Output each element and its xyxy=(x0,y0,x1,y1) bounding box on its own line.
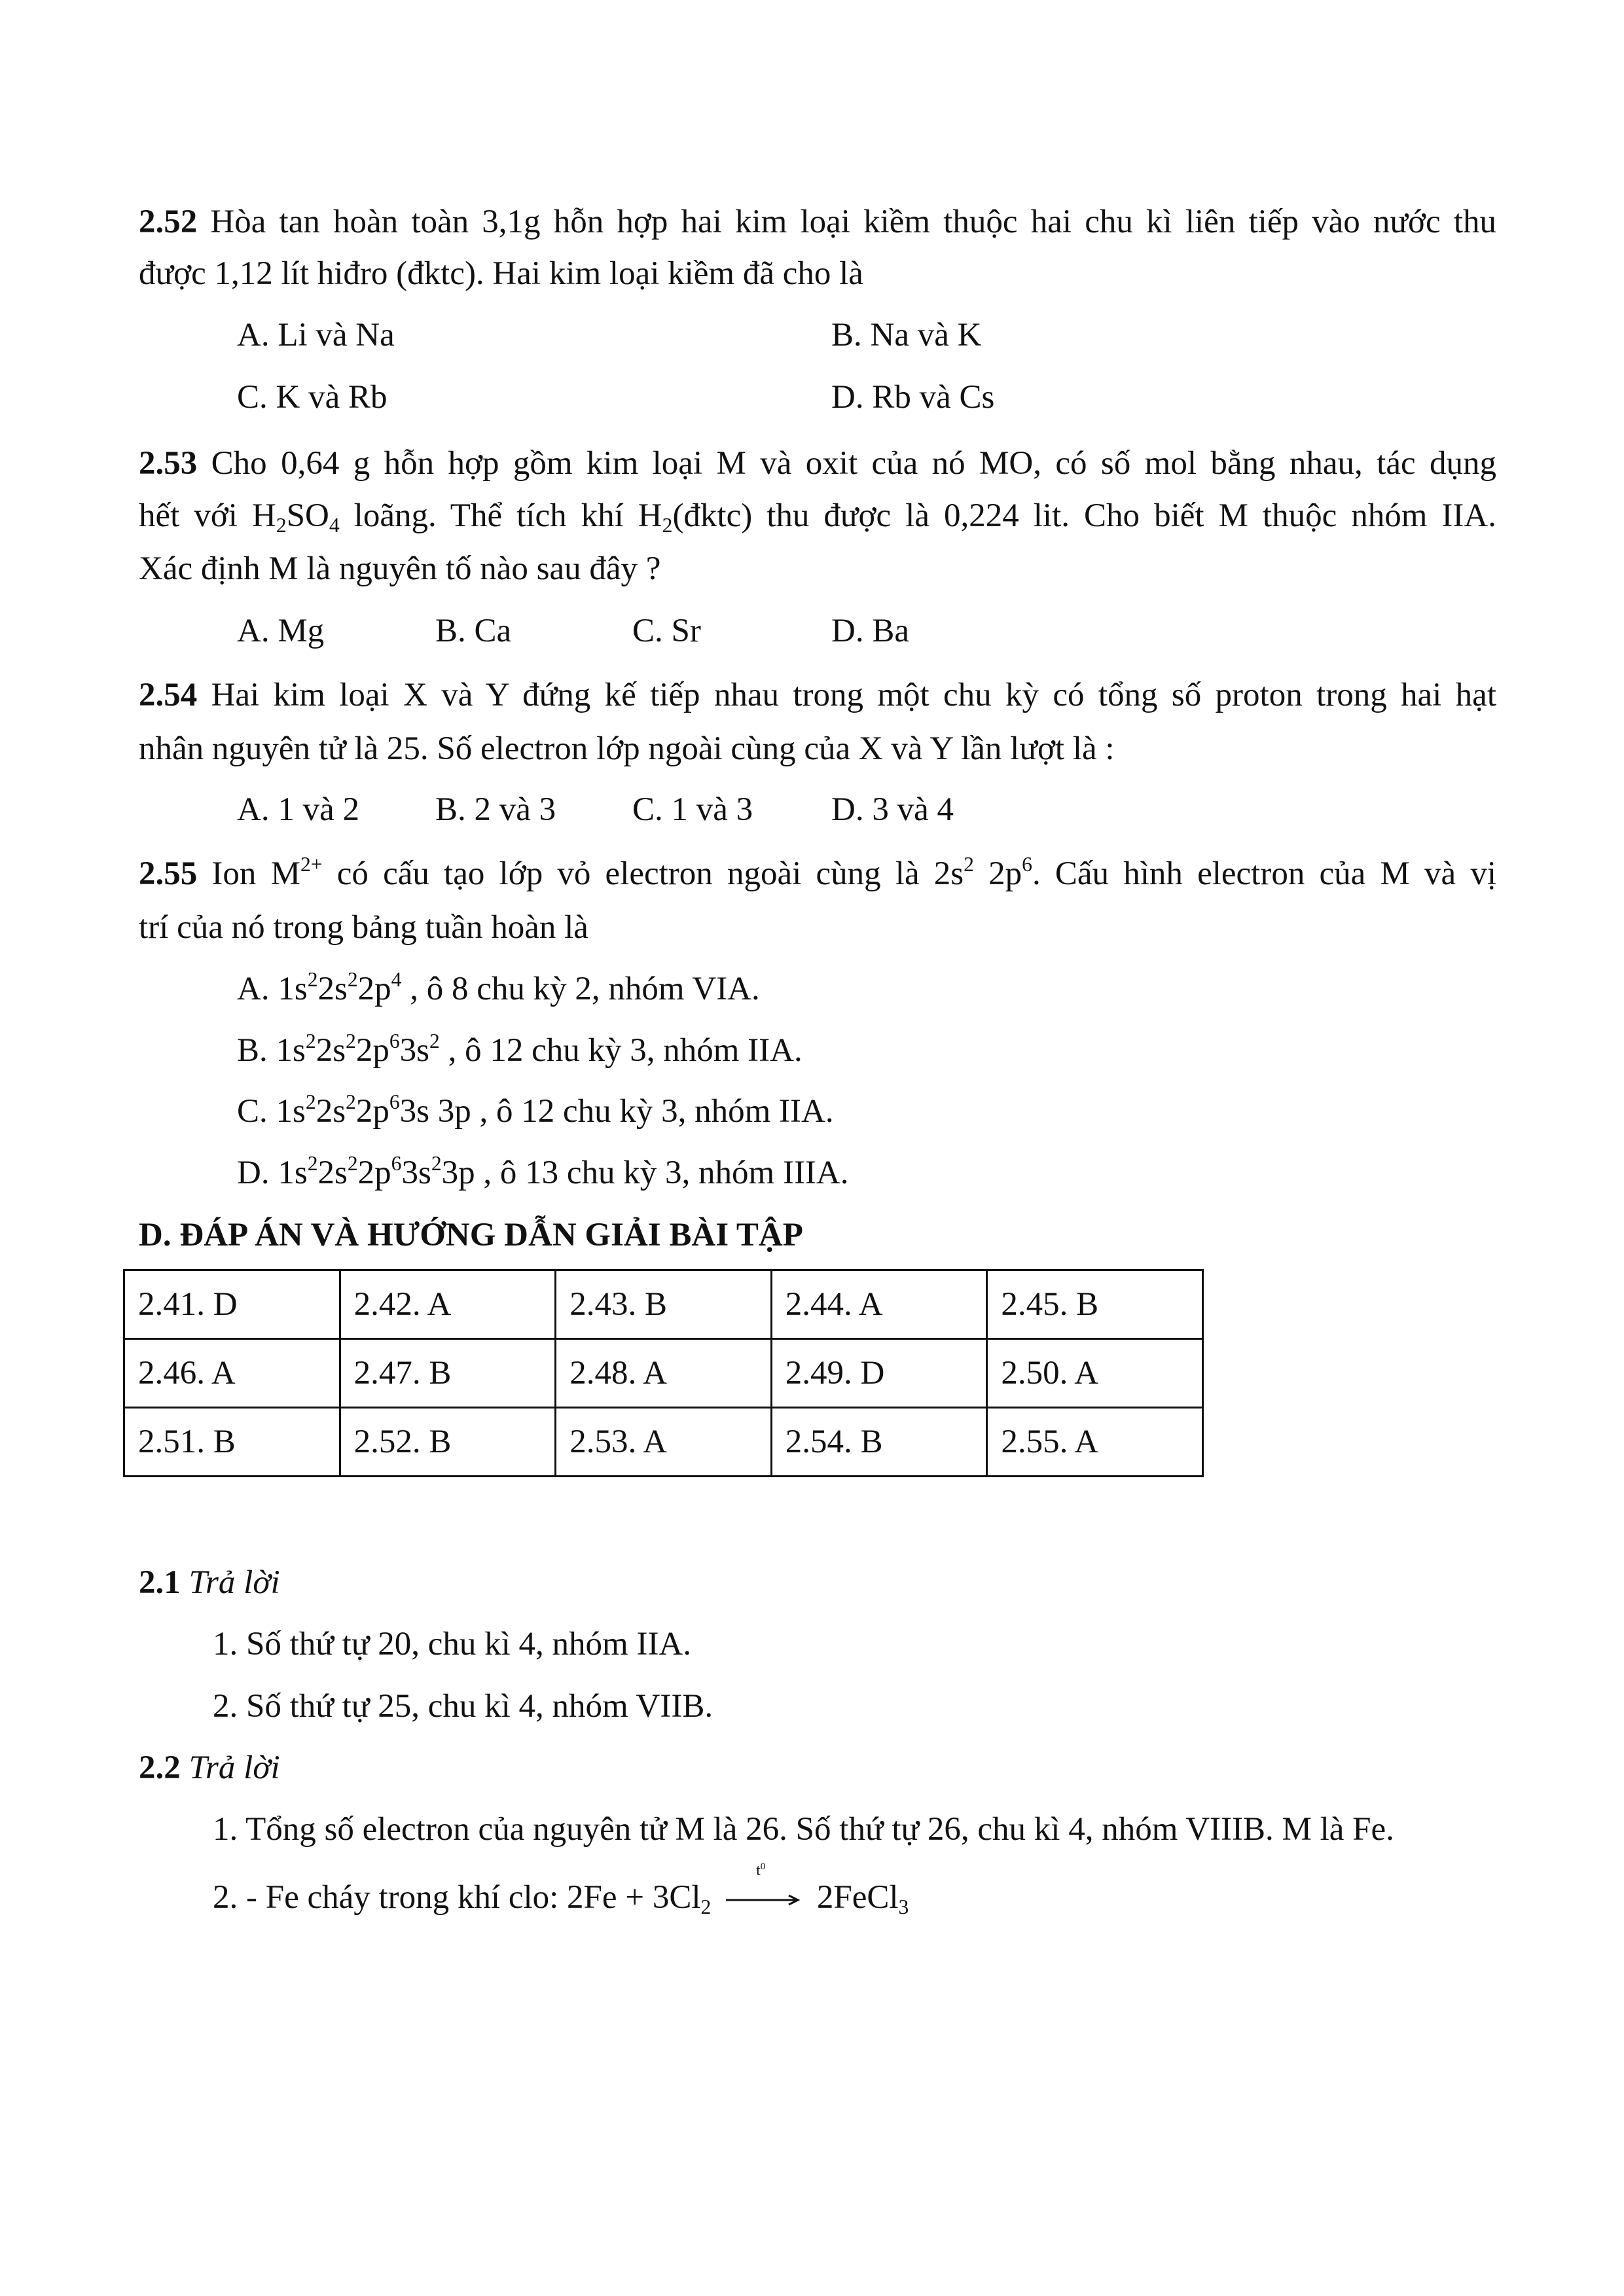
q254-number: 2.54 xyxy=(139,677,198,713)
superscript: 2 xyxy=(346,1090,356,1114)
superscript: 0 xyxy=(760,1861,766,1873)
answer-cell: 2.51. B xyxy=(124,1408,340,1477)
superscript: 6 xyxy=(1022,853,1032,876)
q252-text-line1: Hòa tan hoàn toàn 3,1g hỗn hợp hai kim loại kiềm thuộc hai chu kì liên tiếp vào nước thu xyxy=(210,204,1497,240)
q255-line1 xyxy=(139,853,1496,892)
superscript: 2 xyxy=(346,1030,356,1053)
q254-option-c: C. 1 và 3 xyxy=(632,791,753,828)
option-text: 3s xyxy=(401,1155,431,1191)
answer-cell: 2.47. B xyxy=(340,1339,556,1408)
superscript: 6 xyxy=(391,1152,402,1175)
answer-cell: 2.54. B xyxy=(771,1408,987,1477)
equation-text: 2. - Fe cháy trong khí clo: 2Fe + 3Cl xyxy=(213,1879,701,1916)
superscript: 6 xyxy=(389,1090,400,1114)
q254-option-a: A. 1 và 2 xyxy=(237,791,359,828)
q253-text: loãng. Thể tích khí H xyxy=(339,497,662,534)
a21-item-1: 1. Số thứ tự 20, chu kì 4, nhóm IIA. xyxy=(213,1626,692,1662)
q252-option-d: D. Rb và Cs xyxy=(831,379,995,416)
a21-item-2: 2. Số thứ tự 25, chu kì 4, nhóm VIIB. xyxy=(213,1688,713,1725)
option-text: D. 1s xyxy=(237,1155,308,1191)
q255-text: . Cấu hình electron của M và vị xyxy=(1032,855,1496,892)
q252-option-a: A. Li và Na xyxy=(237,317,395,353)
superscript: 2+ xyxy=(300,853,323,876)
q255-line2: trí của nó trong bảng tuần hoàn là xyxy=(139,909,588,946)
q254-option-b: B. 2 và 3 xyxy=(435,791,556,828)
superscript: 2 xyxy=(429,1030,440,1053)
superscript: 6 xyxy=(389,1030,400,1053)
answer-cell: 2.45. B xyxy=(987,1270,1203,1339)
q252-line2: được 1,12 lít hiđro (đktc). Hai kim loại kiềm đã cho là xyxy=(139,255,863,292)
table-row xyxy=(124,1339,1203,1408)
q253-text: SO xyxy=(286,497,329,534)
answer-cell: 2.41. D xyxy=(124,1270,340,1339)
superscript: 2 xyxy=(305,1030,316,1053)
answer-table xyxy=(123,1269,1204,1477)
superscript: 2 xyxy=(347,968,358,992)
equation-text: 2FeCl xyxy=(816,1879,899,1916)
answer-cell: 2.48. A xyxy=(556,1339,772,1408)
superscript: 2 xyxy=(305,1090,316,1114)
answer-cell: 2.43. B xyxy=(556,1270,772,1339)
subscript: 2 xyxy=(700,1895,712,1918)
q253-text-line1: Cho 0,64 g hỗn hợp gồm kim loại M và oxit của nó MO, có số mol bằng nhau, tác dụng xyxy=(211,445,1497,482)
option-text: 2p xyxy=(355,1032,389,1069)
a22-number: 2.2 xyxy=(139,1749,181,1786)
q254-text-line1: Hai kim loại X và Y đứng kế tiếp nhau trong một chu kỳ có tổng số proton trong hai hạt xyxy=(211,677,1496,713)
q254-line1 xyxy=(139,679,1496,712)
q253-line1 xyxy=(139,447,1496,480)
superscript: 4 xyxy=(391,968,402,992)
option-text: 3p , ô 13 chu kỳ 3, nhóm IIIA. xyxy=(441,1155,849,1191)
q255-option-b xyxy=(237,1030,803,1069)
q252-option-c: C. K và Rb xyxy=(237,379,388,416)
q253-option-a: A. Mg xyxy=(237,613,325,649)
answer-cell: 2.49. D xyxy=(771,1339,987,1408)
option-text: 3s xyxy=(399,1032,430,1069)
q255-text: có cấu tạo lớp vỏ electron ngoài cùng là 2s xyxy=(322,855,964,892)
answer-cell: 2.50. A xyxy=(987,1339,1203,1408)
q253-option-c: C. Sr xyxy=(632,613,701,649)
answer-cell: 2.53. A xyxy=(556,1408,772,1477)
option-text: 2s xyxy=(316,1032,346,1069)
q252-line1 xyxy=(139,206,1496,239)
q253-text: hết với H xyxy=(139,497,276,534)
a22-heading xyxy=(139,1751,280,1785)
q255-option-c xyxy=(237,1090,834,1130)
option-text: B. 1s xyxy=(237,1032,306,1069)
answer-cell: 2.46. A xyxy=(124,1339,340,1408)
q255-option-a xyxy=(237,968,760,1007)
section-d-heading: D. ĐÁP ÁN VÀ HƯỚNG DẪN GIẢI BÀI TẬP xyxy=(139,1217,803,1253)
answer-cell: 2.44. A xyxy=(771,1270,987,1339)
subscript: 4 xyxy=(329,513,340,537)
option-text: 3s 3p , ô 12 chu kỳ 3, nhóm IIA. xyxy=(399,1093,834,1130)
q255-text: Ion M xyxy=(197,855,300,892)
table-row xyxy=(124,1408,1203,1477)
option-text: , ô 12 chu kỳ 3, nhóm IIA. xyxy=(439,1032,803,1069)
option-text: 2p xyxy=(357,971,391,1007)
q254-option-d: D. 3 và 4 xyxy=(831,791,954,828)
superscript: 2 xyxy=(347,1152,358,1175)
q254-line2: nhân nguyên tử là 25. Số electron lớp ngoài cùng của X và Y lần lượt là : xyxy=(139,730,1115,767)
a21-heading xyxy=(139,1566,280,1600)
option-text: 2p xyxy=(357,1155,391,1191)
answer-cell: 2.52. B xyxy=(340,1408,556,1477)
a22-label: Trả lời xyxy=(180,1749,280,1786)
subscript: 2 xyxy=(276,513,287,537)
temperature-label xyxy=(756,1863,765,1878)
superscript: 2 xyxy=(307,1152,318,1175)
answer-cell: 2.55. A xyxy=(987,1408,1203,1477)
option-text: 2p xyxy=(355,1093,389,1130)
option-text: 2s xyxy=(317,1155,348,1191)
q253-option-d: D. Ba xyxy=(831,613,909,649)
subscript: 2 xyxy=(662,513,673,537)
a21-label: Trả lời xyxy=(180,1564,280,1601)
a22-item-1: 1. Tổng số electron của nguyên tử M là 26. Số thứ tự 26, chu kì 4, nhóm VIIIB. M là Fe. xyxy=(213,1811,1394,1848)
a21-number: 2.1 xyxy=(139,1564,181,1601)
superscript: 2 xyxy=(307,968,318,992)
q253-line3: Xác định M là nguyên tố nào sau đây ? xyxy=(139,550,661,587)
superscript: 2 xyxy=(964,853,974,876)
q253-line2 xyxy=(139,497,1496,537)
superscript: 2 xyxy=(431,1152,442,1175)
option-text: C. 1s xyxy=(237,1093,306,1130)
q255-option-d xyxy=(237,1152,849,1191)
reaction-arrow-icon xyxy=(725,1861,803,1910)
q253-option-b: B. Ca xyxy=(435,613,512,649)
q255-text: 2p xyxy=(973,855,1022,892)
q252-option-b: B. Na và K xyxy=(831,317,982,353)
q252-number: 2.52 xyxy=(139,204,198,240)
option-text: , ô 8 chu kỳ 2, nhóm VIA. xyxy=(401,971,760,1007)
option-text: 2s xyxy=(317,971,348,1007)
temp-t: t xyxy=(756,1862,761,1880)
subscript: 3 xyxy=(898,1895,909,1918)
option-text: 2s xyxy=(316,1093,346,1130)
q253-text: (đktc) thu được là 0,224 lit. Cho biết M thuộc nhóm IIA. xyxy=(672,497,1496,534)
table-row xyxy=(124,1270,1203,1339)
q253-number: 2.53 xyxy=(139,445,198,482)
answer-cell: 2.42. A xyxy=(340,1270,556,1339)
q255-number: 2.55 xyxy=(139,855,198,892)
a22-item-2 xyxy=(213,1861,909,1918)
option-text: A. 1s xyxy=(237,971,308,1007)
